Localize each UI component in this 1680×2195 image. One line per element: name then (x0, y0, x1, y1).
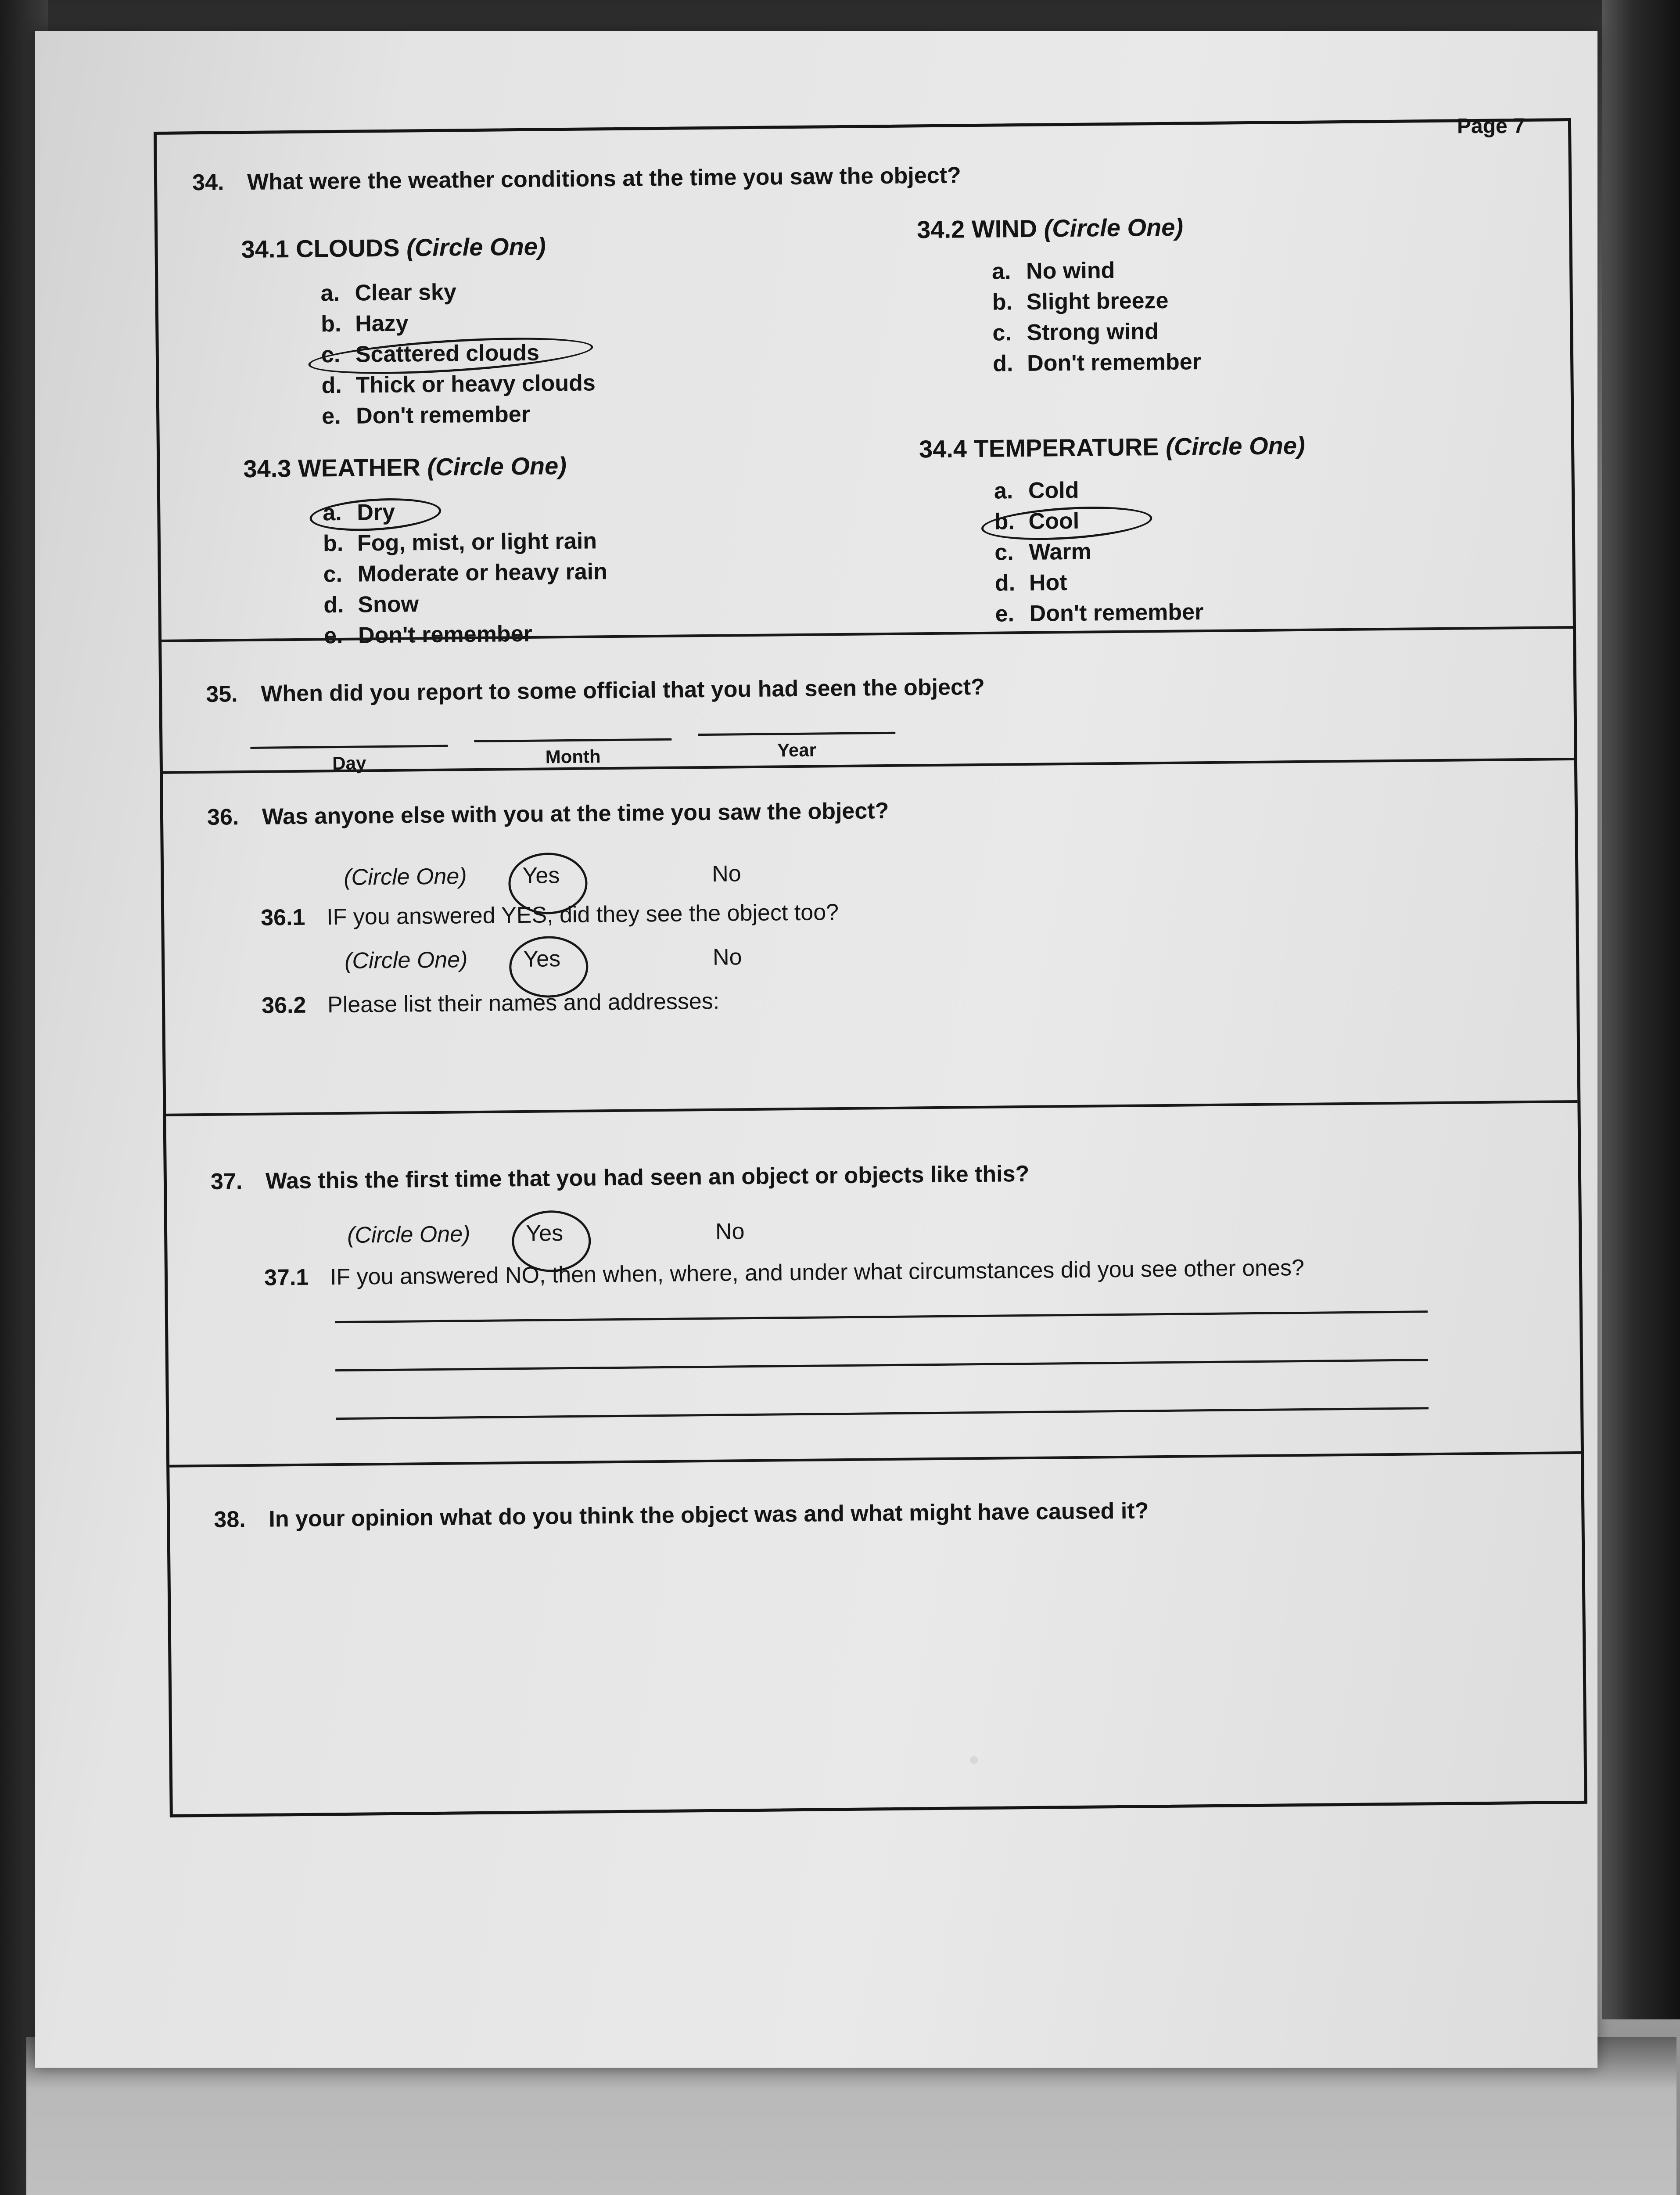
weather-options (323, 495, 608, 651)
weather-option-d[interactable]: d. Snow (323, 591, 419, 618)
year-label: Year (777, 739, 817, 761)
question-34 (192, 162, 961, 196)
answer-line-3[interactable] (336, 1407, 1429, 1420)
temperature-option-e[interactable]: e. Don't remember (995, 599, 1204, 627)
temperature-number: 34.4 (919, 435, 967, 463)
clouds-title: CLOUDS (295, 234, 400, 263)
weather-number: 34.3 (243, 454, 291, 483)
question-36-1-yes-circled[interactable]: Yes (515, 946, 568, 972)
question-36-no[interactable]: No (711, 861, 741, 887)
question-36-number: 36. (207, 804, 239, 830)
question-34-text: What were the weather conditions at the time you saw the object? (247, 162, 962, 195)
question-35 (206, 674, 985, 708)
question-34-section (157, 121, 1573, 649)
clouds-option-a[interactable]: a. Clear sky (320, 279, 457, 306)
clouds-option-c-circled[interactable]: c. Scattered clouds (321, 337, 596, 370)
weather-option-a-circled[interactable]: a. Dry (323, 495, 607, 528)
question-36-2 (262, 988, 720, 1019)
wind-option-c[interactable]: c. Strong wind (992, 319, 1159, 346)
temperature-instruction: (Circle One) (1165, 431, 1305, 461)
temperature-option-a[interactable]: a. Cold (994, 477, 1079, 504)
weather-option-b[interactable]: b. Fog, mist, or light rain (323, 528, 597, 557)
question-36-1 (261, 899, 839, 931)
month-label: Month (545, 746, 601, 767)
question-36-answer-row (344, 860, 741, 891)
weather-option-c[interactable]: c. Moderate or heavy rain (323, 559, 608, 587)
question-37-1 (264, 1255, 1304, 1291)
clouds-instruction: (Circle One) (406, 232, 546, 262)
question-36-1-number: 36.1 (260, 904, 305, 931)
question-37-1-number: 37.1 (264, 1264, 309, 1291)
question-34-number: 34. (192, 169, 224, 196)
question-36-1-instruction: (Circle One) (344, 947, 468, 974)
question-37 (211, 1161, 1030, 1195)
question-36-section (163, 758, 1577, 1114)
question-37-text: Was this the first time that you had seen an object or objects like this? (265, 1161, 1030, 1194)
temperature-option-c[interactable]: c. Warm (994, 539, 1092, 565)
clouds-option-d[interactable]: d. Thick or heavy clouds (321, 370, 596, 399)
question-36-2-number: 36.2 (261, 992, 306, 1018)
day-label: Day (332, 752, 366, 774)
question-37-yes-circled[interactable]: Yes (518, 1220, 571, 1247)
answer-line-2[interactable] (335, 1359, 1428, 1371)
question-37-no[interactable]: No (715, 1219, 745, 1245)
temperature-option-d[interactable]: d. Hot (994, 570, 1067, 596)
paper-speck (970, 1756, 978, 1764)
weather-heading (243, 451, 567, 483)
question-38 (214, 1497, 1149, 1533)
clouds-option-b[interactable]: b. Hazy (320, 310, 409, 337)
question-36-yes-circled[interactable]: Yes (514, 862, 567, 889)
answer-line-1[interactable] (335, 1310, 1428, 1323)
temperature-heading (919, 431, 1305, 463)
year-field[interactable] (698, 732, 895, 736)
question-38-text: In your opinion what do you think the object was and what might have caused it? (269, 1498, 1149, 1532)
day-field[interactable] (250, 745, 448, 749)
question-36-1-text: IF you answered YES, did they see the object too? (326, 900, 839, 930)
wind-option-a[interactable]: a. No wind (991, 257, 1115, 284)
question-37-1-text: IF you answered NO, then when, where, and under what circumstances did you see other ones? (330, 1255, 1305, 1290)
questionnaire-form (154, 118, 1587, 1817)
weather-title: WEATHER (298, 453, 421, 482)
clouds-number: 34.1 (241, 235, 289, 263)
temperature-title: TEMPERATURE (973, 433, 1159, 463)
wind-option-d[interactable]: d. Don't remember (992, 349, 1202, 377)
clouds-option-e[interactable]: e. Don't remember (321, 401, 531, 429)
temperature-option-b-circled[interactable]: b. Cool (994, 504, 1203, 537)
clouds-options (320, 275, 596, 432)
month-field[interactable] (474, 738, 671, 742)
question-38-number: 38. (214, 1507, 246, 1533)
page-number: Page 7 (1457, 115, 1525, 138)
clouds-heading (241, 232, 546, 263)
question-37-instruction: (Circle One) (347, 1221, 470, 1248)
question-37-section (166, 1100, 1581, 1465)
wind-options (992, 254, 1201, 379)
right-dark-edge (1602, 0, 1680, 2019)
weather-instruction: (Circle One) (427, 452, 567, 481)
question-36-2-text: Please list their names and addresses: (327, 988, 720, 1018)
question-35-text: When did you report to some official that you had seen the object? (261, 674, 985, 707)
question-36-instruction: (Circle One) (344, 864, 467, 890)
question-38-section (169, 1451, 1584, 1816)
question-36-1-answer-row (345, 944, 742, 974)
weather-option-e[interactable]: e. Don't remember (323, 621, 532, 649)
question-35-section (162, 626, 1574, 774)
wind-instruction: (Circle One) (1044, 213, 1184, 242)
question-37-answer-row (347, 1218, 745, 1249)
question-36-text: Was anyone else with you at the time you saw the object? (262, 798, 889, 830)
temperature-options (994, 474, 1204, 630)
wind-title: WIND (971, 214, 1037, 243)
question-35-number: 35. (206, 681, 238, 707)
question-36-1-no[interactable]: No (712, 944, 742, 970)
question-37-number: 37. (210, 1169, 243, 1195)
question-36 (207, 798, 889, 831)
wind-heading (917, 212, 1183, 244)
wind-number: 34.2 (916, 215, 965, 244)
wind-option-b[interactable]: b. Slight breeze (992, 288, 1169, 315)
